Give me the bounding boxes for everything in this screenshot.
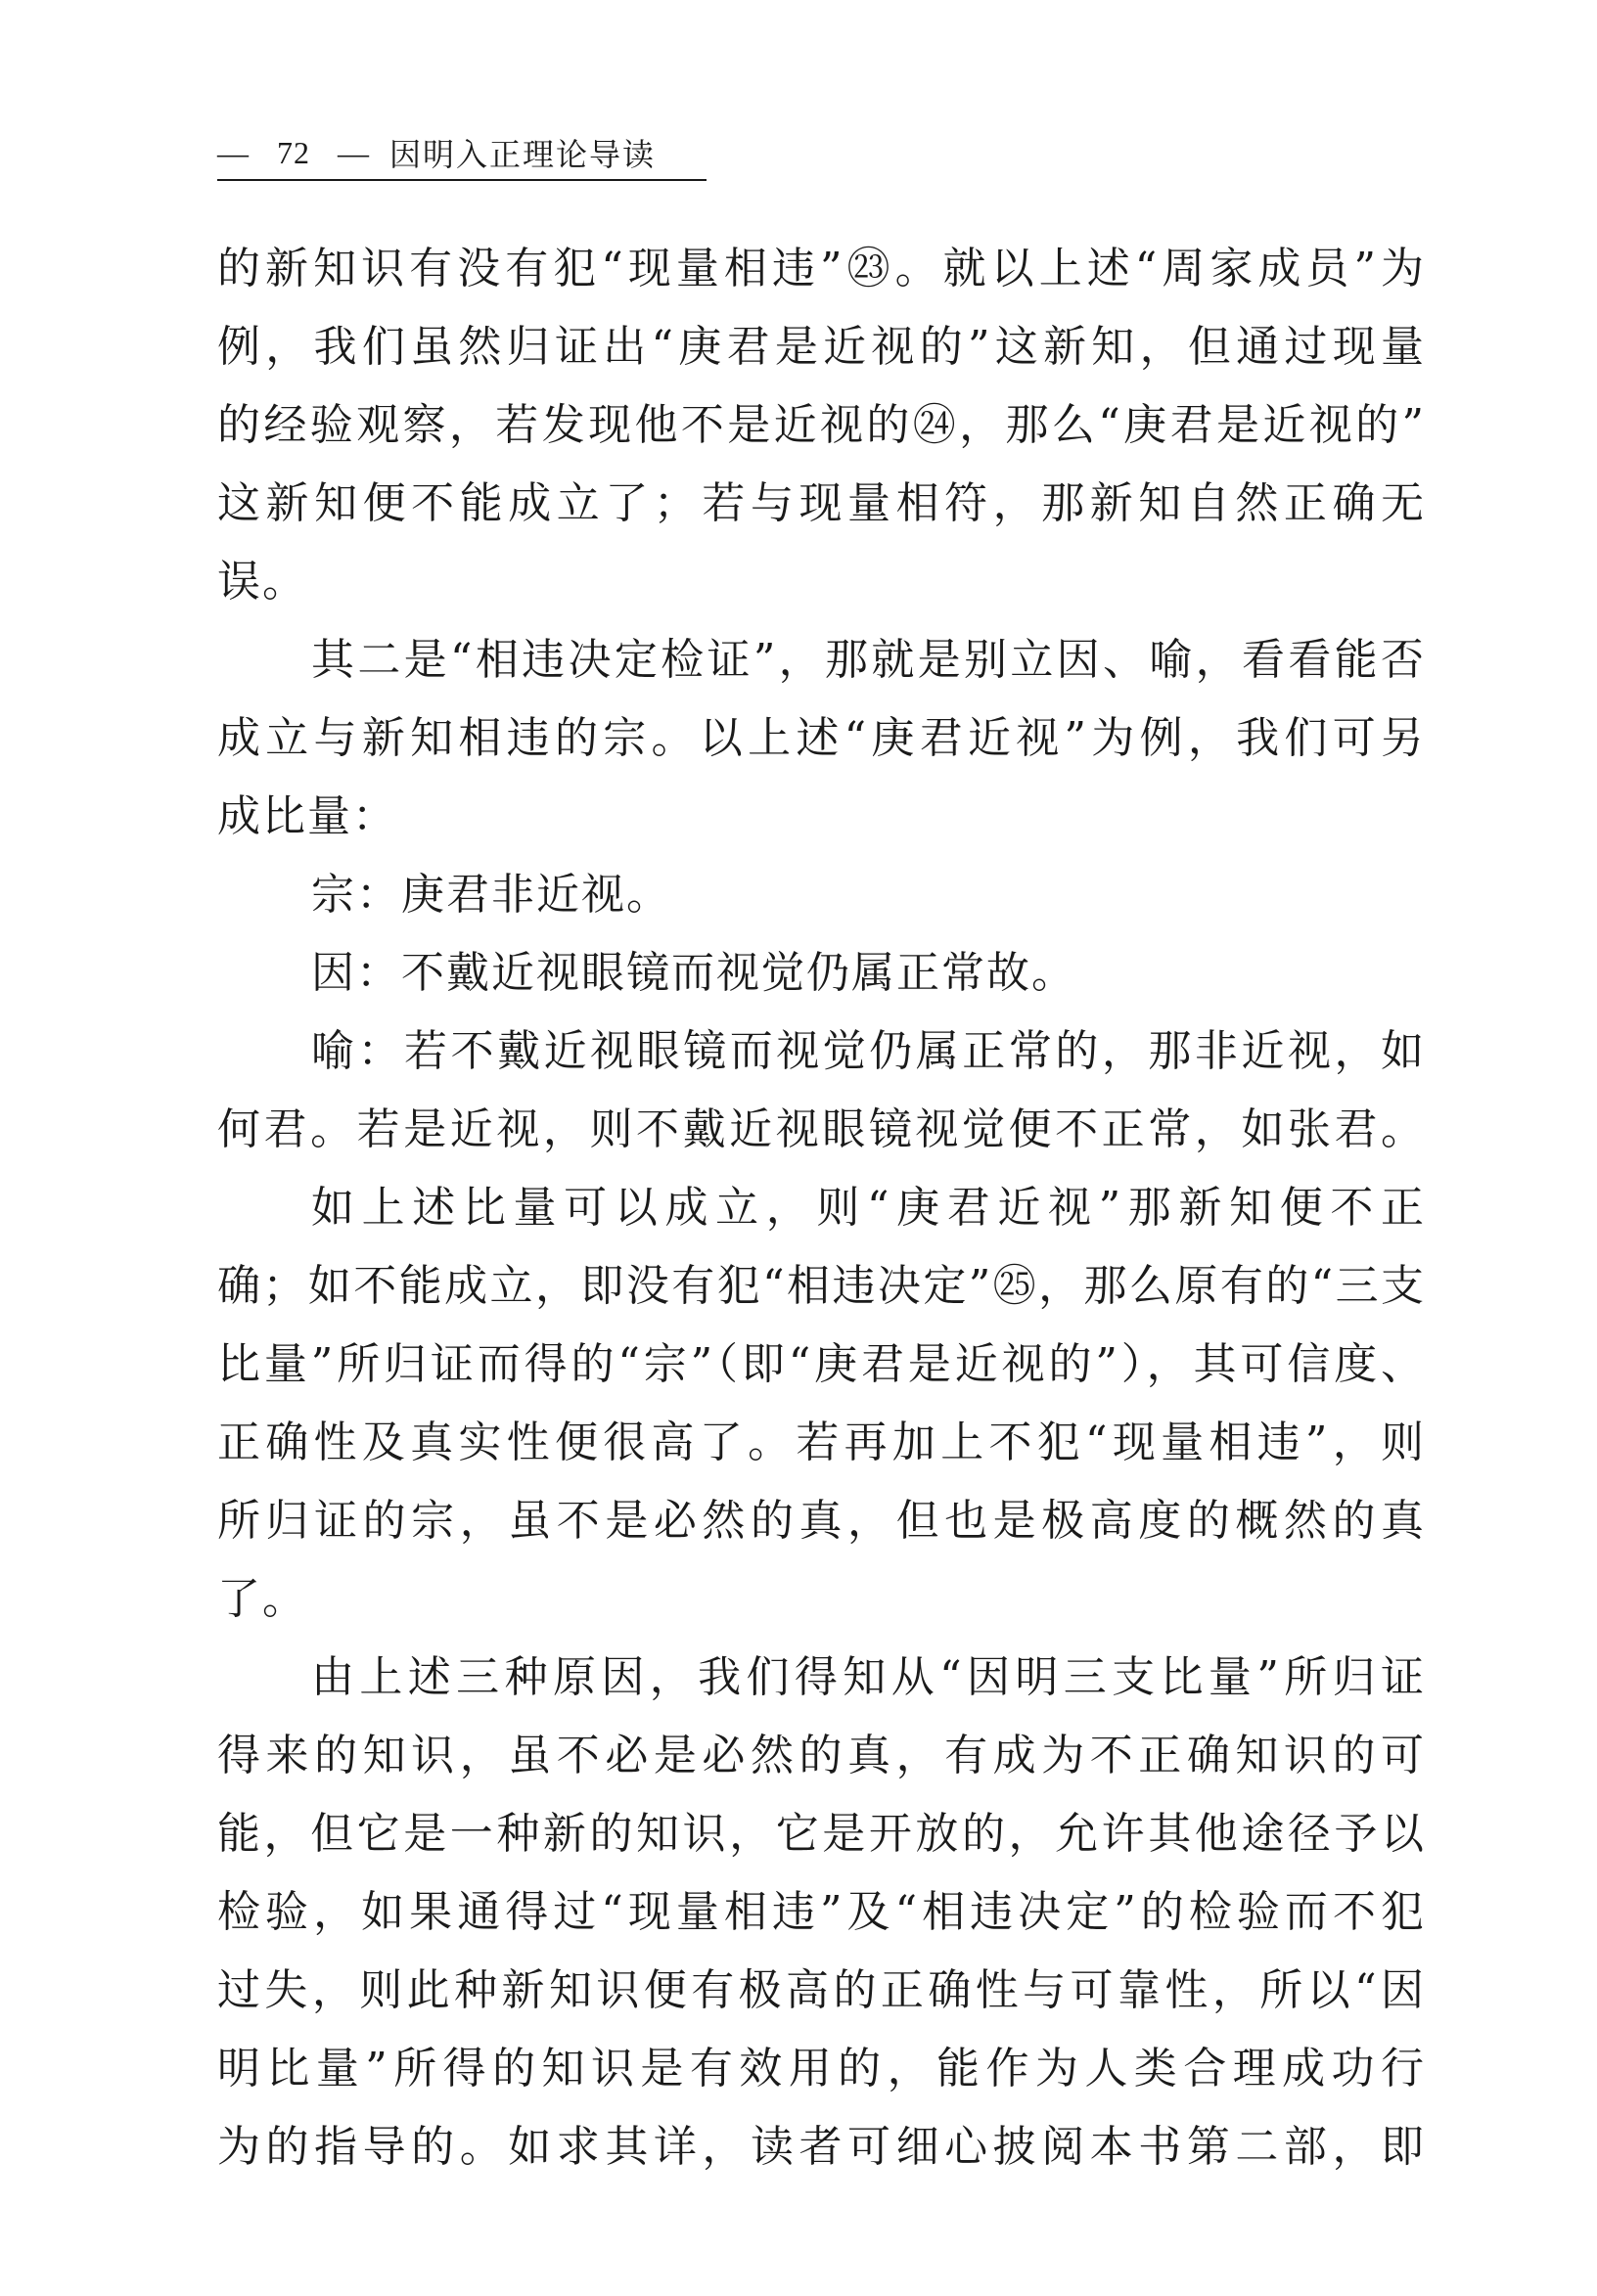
text-line: 能，但它是一种新的知识，它是开放的，允许其他途径予以	[217, 1809, 1426, 1859]
text-line: 例，我们虽然归证出“庚君是近视的”这新知，但通过现量	[217, 322, 1426, 372]
text-line: 比量”所归证而得的“宗”（即“庚君是近视的”），其可信度、	[217, 1339, 1426, 1389]
text-line: 所归证的宗，虽不是必然的真，但也是极高度的概然的真	[217, 1496, 1426, 1546]
text-line: 确；如不能成立，即没有犯“相违决定”㉕，那么原有的“三支	[217, 1261, 1426, 1311]
body-text	[217, 230, 1426, 2186]
text-line: 这新知便不能成立了；若与现量相符，那新知自然正确无	[217, 478, 1426, 528]
text-line: 的经验观察，若发现他不是近视的㉔，那么“庚君是近视的”	[217, 400, 1426, 450]
text-line: 何君。若是近视，则不戴近视眼镜视觉便不正常，如张君。	[217, 1104, 1426, 1154]
text-line: 的新知识有没有犯“现量相违”㉓。就以上述“周家成员”为	[217, 244, 1426, 293]
text-line: 正确性及真实性便很高了。若再加上不犯“现量相违”，则	[217, 1418, 1426, 1467]
book-title: 因明入正理论导读	[389, 136, 657, 173]
text-line: 明比量”所得的知识是有效用的，能作为人类合理成功行	[217, 2044, 1426, 2093]
text-line: 其二是“相违决定检证”，那就是别立因、喻，看看能否	[311, 635, 1426, 685]
text-line: 喻：若不戴近视眼镜而视觉仍属正常的，那非近视，如	[311, 1026, 1426, 1076]
text-line: 为的指导的。如求其详，读者可细心披阅本书第二部，即	[217, 2122, 1426, 2172]
running-header	[217, 125, 707, 180]
text-line: 宗：庚君非近视。	[311, 870, 671, 920]
text-line: 成比量：	[217, 791, 397, 841]
text-line: 如上述比量可以成立，则“庚君近视”那新知便不正	[311, 1183, 1426, 1233]
header-dash-right: —	[338, 134, 370, 170]
text-line: 检验，如果通得过“现量相违”及“相违决定”的检验而不犯	[217, 1887, 1426, 1937]
header-rule	[217, 179, 707, 181]
text-line: 了。	[217, 1574, 307, 1624]
text-line: 得来的知识，虽不必是必然的真，有成为不正确知识的可	[217, 1731, 1426, 1780]
text-line: 成立与新知相违的宗。以上述“庚君近视”为例，我们可另	[217, 713, 1426, 763]
header-dash-left: —	[217, 134, 250, 170]
text-line: 由上述三种原因，我们得知从“因明三支比量”所归证	[311, 1652, 1426, 1702]
text-line: 因：不戴近视眼镜而视觉仍属正常故。	[311, 948, 1076, 998]
text-line: 误。	[217, 557, 307, 607]
text-line: 过失，则此种新知识便有极高的正确性与可靠性，所以“因	[217, 1965, 1426, 2015]
page-number: 72	[277, 134, 310, 170]
